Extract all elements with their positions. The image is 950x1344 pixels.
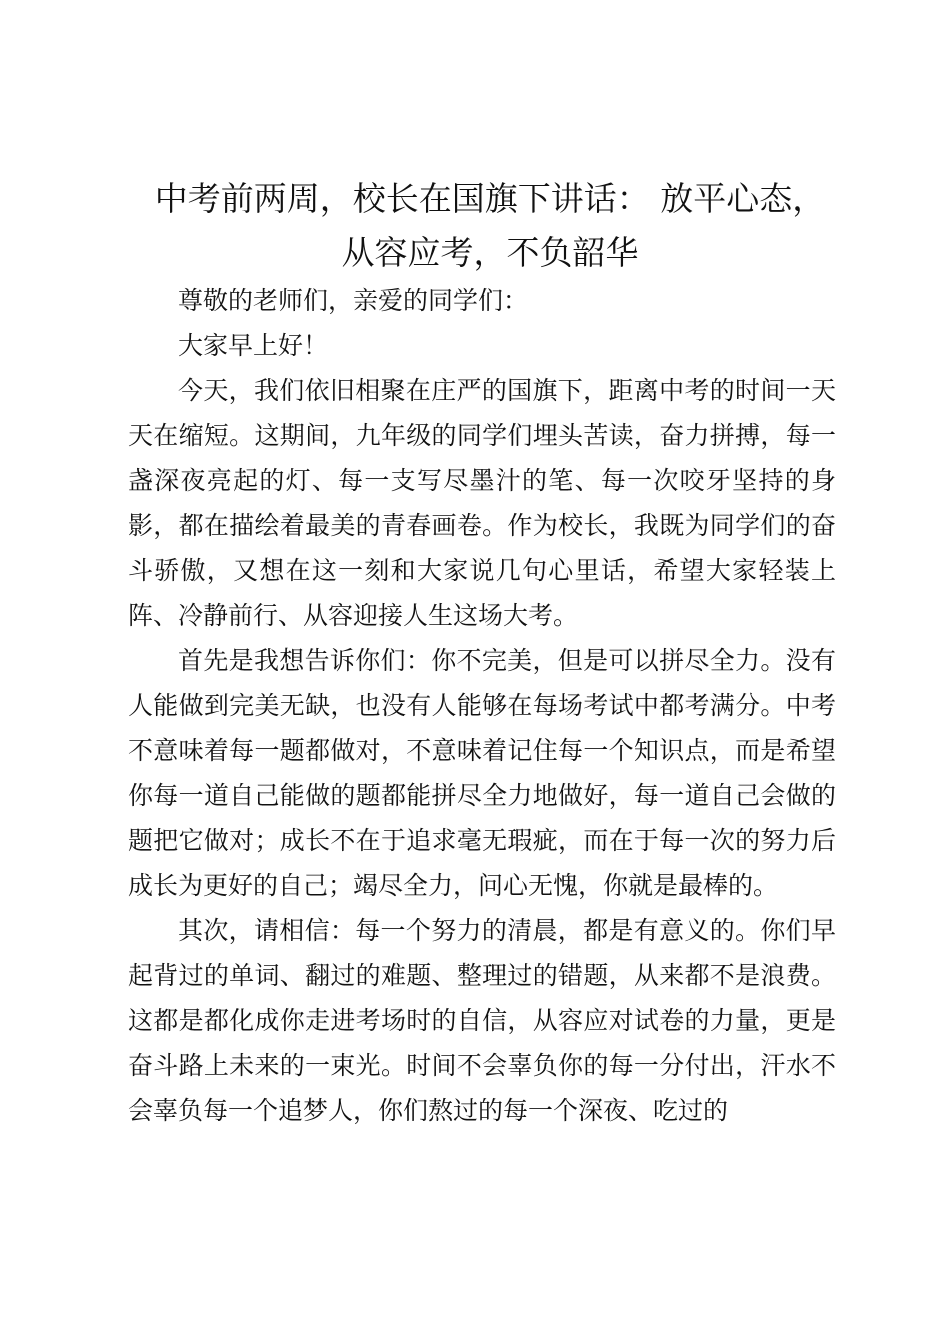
paragraph-greeting: 大家早上好！ bbox=[178, 331, 329, 360]
title-line-2: 从容应考，不负韶华 bbox=[341, 233, 639, 272]
paragraph-salutation: 尊敬的老师们，亲爱的同学们： bbox=[178, 286, 529, 315]
document-title bbox=[120, 172, 860, 280]
paragraph-second-point: 其次，请相信：每一个努力的清晨，都是有意义的。你们早起背过的单词、翻过的难题、整理过的错题，从来都不是浪费。这都是都化成你走进考场时的自信，从容应对试卷的力量，更是奋斗路上未来的一束光。时间不会辜负你的每一分付出，汗水不会辜负每一个追梦人，你们熬过的每一个深夜、吃过的 bbox=[128, 916, 836, 1125]
title-line-1: 中考前两周，校长在国旗下讲话： 放平心态， bbox=[154, 179, 826, 218]
paragraph-intro: 今天，我们依旧相聚在庄严的国旗下，距离中考的时间一天天在缩短。这期间，九年级的同学们埋头苦读，奋力拼搏，每一盏深夜亮起的灯、每一支写尽墨汁的笔、每一次咬牙坚持的身影，都在描绘着最美的青春画卷。作为校长，我既为同学们的奋斗骄傲，又想在这一刻和大家说几句心里话，希望大家轻装上阵、冷静前行、从容迎接人生这场大考。 bbox=[128, 376, 836, 630]
paragraph-first-point: 首先是我想告诉你们：你不完美，但是可以拼尽全力。没有人能做到完美无缺，也没有人能够在每场考试中都考满分。中考不意味着每一题都做对，不意味着记住每一个知识点，而是希望你每一道自己能做的题都能拼尽全力地做好，每一道自己会做的题把它做对；成长不在于追求毫无瑕疵，而在于每一次的努力后成长为更好的自己；竭尽全力，问心无愧，你就是最棒的。 bbox=[128, 646, 836, 900]
document-body bbox=[128, 278, 836, 1133]
